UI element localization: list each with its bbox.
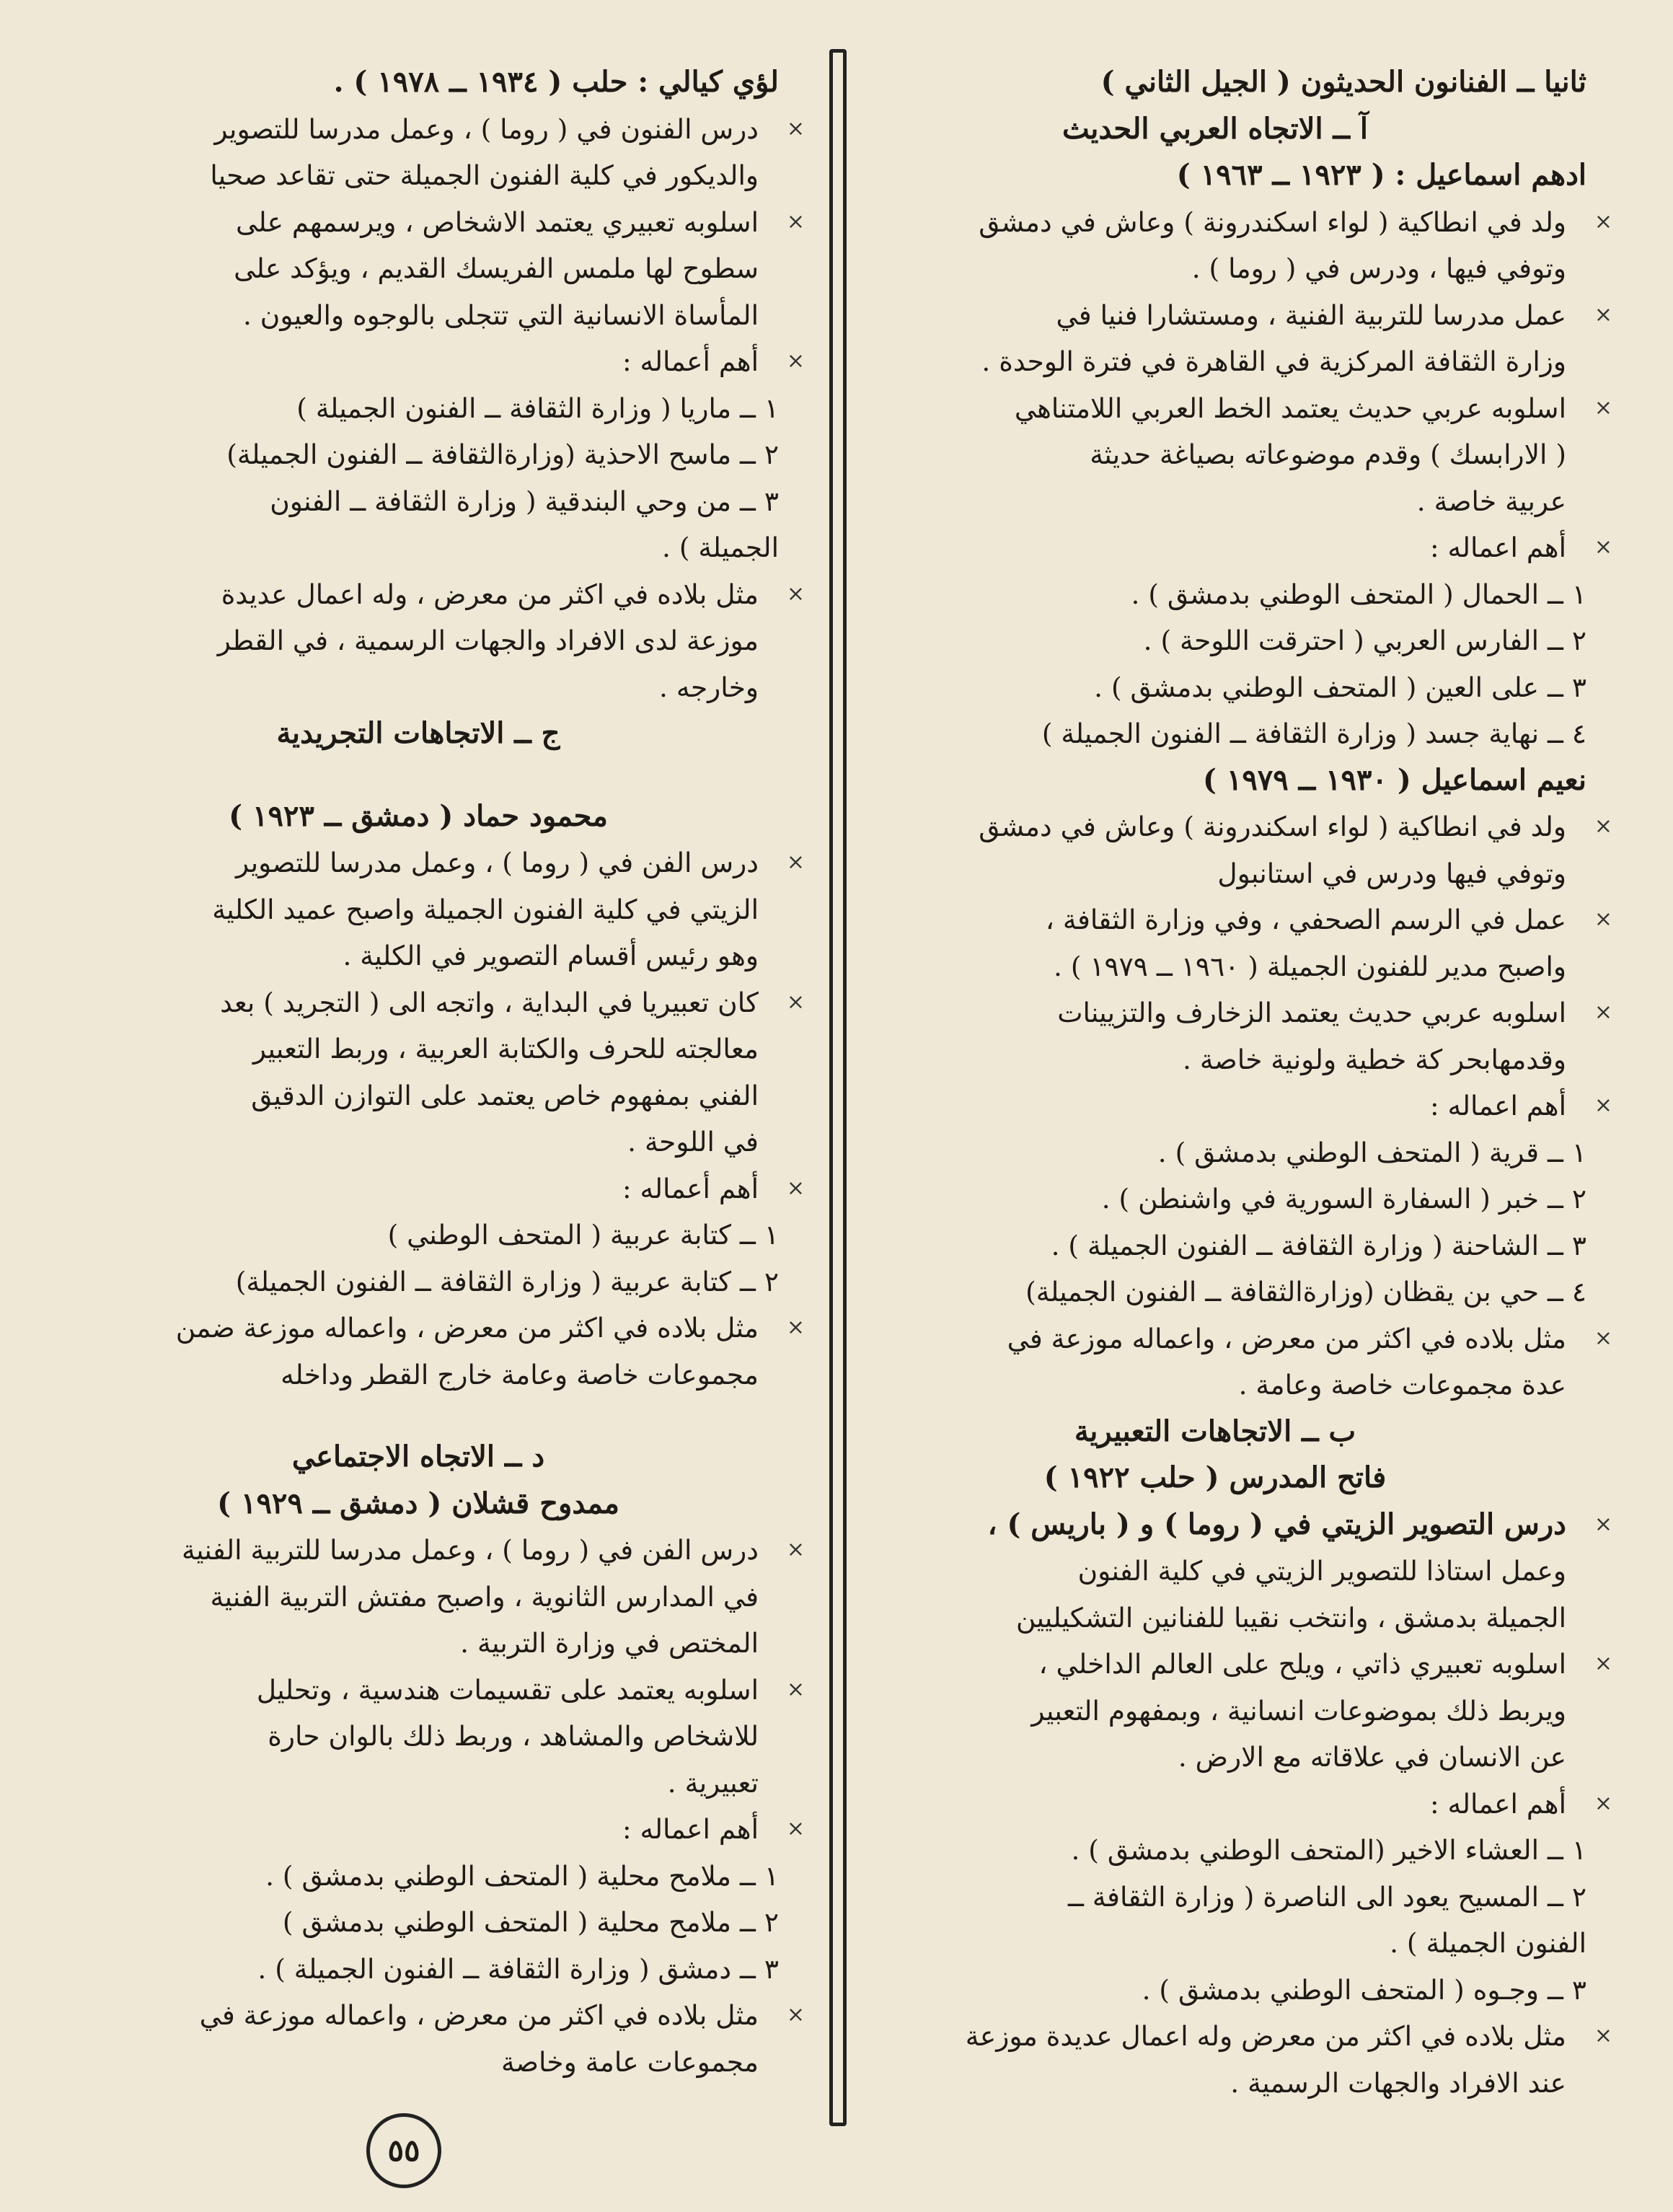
text-line: في المدارس الثانوية ، واصبح مفتش التربية الفنية bbox=[210, 1580, 759, 1613]
bullet-item bbox=[58, 979, 805, 1166]
text-line: مثل بلاده في اكثر من معرض ، واعماله موزعة في bbox=[1007, 1322, 1566, 1354]
works-label: أهم اعماله : bbox=[622, 1813, 759, 1845]
bullet-mark: × bbox=[1594, 1790, 1612, 1816]
bullet-mark: × bbox=[1594, 1511, 1612, 1537]
text-line: مجموعات خاصة وعامة خارج القطر وداخله bbox=[281, 1358, 759, 1391]
text-line: وقدمهابحر كة خطية ولونية خاصة . bbox=[1182, 1043, 1566, 1075]
text-line: تعبيرية . bbox=[667, 1766, 759, 1799]
bullet-item bbox=[58, 840, 805, 979]
artist-heading: لؤي كيالي : حلب ( ١٩٣٤ ــ ١٩٧٨ ) . bbox=[333, 65, 779, 99]
text-line: للاشخاص والمشاهد ، وربط ذلك بالوان حارة bbox=[268, 1720, 759, 1752]
section-title: ثانيا ــ الفنانون الحديثون ( الجيل الثاني ) bbox=[1100, 65, 1586, 99]
text-line: مجموعات عامة وخاصة bbox=[501, 2045, 759, 2078]
spacer bbox=[58, 757, 779, 793]
bullet-item bbox=[58, 1527, 805, 1667]
bullet-item bbox=[844, 803, 1612, 896]
work-item: ١ ــ العشاء الاخير (المتحف الوطني بدمشق ) . bbox=[1071, 1834, 1586, 1866]
text-line: المأساة الانسانية التي تتجلى بالوجوه والعيون . bbox=[242, 299, 759, 331]
work-item: ٣ ــ الشاحنة ( وزارة الثقافة ــ الفنون الجميلة ) . bbox=[1051, 1229, 1586, 1261]
bullet-mark: × bbox=[786, 989, 805, 1015]
bullet-item bbox=[844, 1083, 1612, 1129]
text-line: والديكور في كلية الفنون الجميلة حتى تقاعد صحيا bbox=[210, 159, 759, 191]
work-item: ١ ــ الحمال ( المتحف الوطني بدمشق ) . bbox=[1131, 578, 1586, 610]
text-line: وزارة الثقافة المركزية في القاهرة في فترة الوحدة . bbox=[981, 345, 1566, 377]
text-line: مثل بلاده في اكثر من معرض ، واعماله موزعة ضمن bbox=[175, 1312, 759, 1344]
work-item: ١ ــ ملامح محلية ( المتحف الوطني بدمشق ) . bbox=[265, 1859, 779, 1892]
text-line: ولد في انطاكية ( لواء اسكندرونة ) وعاش في دمشق bbox=[979, 206, 1566, 238]
works-label: أهم أعماله : bbox=[622, 1172, 759, 1204]
text-line: معالجته للحرف والكتابة العربية ، وربط التعبير bbox=[252, 1033, 759, 1065]
text-line: وتوفي فيها ودرس في استانبول bbox=[1217, 857, 1566, 889]
work-item: ٢ ــ ماسح الاحذية (وزارةالثقافة ــ الفنون الجميلة) bbox=[226, 439, 779, 470]
bullet-mark: × bbox=[1594, 907, 1612, 932]
subsection-heading: ج ــ الاتجاهات التجريدية bbox=[276, 716, 560, 750]
bullet-item bbox=[844, 199, 1612, 292]
work-item: ٣ ــ دمشق ( وزارة الثقافة ــ الفنون الجميلة ) . bbox=[257, 1952, 779, 1985]
spacer bbox=[58, 1398, 779, 1434]
text-line: وهو رئيس أقسام التصوير في الكلية . bbox=[343, 940, 759, 971]
text-line: موزعة لدى الافراد والجهات الرسمية ، في القطر bbox=[217, 625, 759, 656]
bullet-mark: × bbox=[1594, 301, 1612, 327]
text-line: مثل بلاده في اكثر من معرض ، وله اعمال عديدة bbox=[221, 578, 759, 610]
work-item: ٢ ــ كتابة عربية ( وزارة الثقافة ــ الفنون الجميلة) bbox=[235, 1265, 779, 1297]
bullet-mark: × bbox=[1594, 534, 1612, 560]
text-line: مثل بلاده في اكثر من معرض وله اعمال عديدة موزعة bbox=[965, 2020, 1566, 2052]
bullet-item bbox=[844, 2013, 1612, 2106]
bullet-mark: × bbox=[1594, 208, 1612, 234]
text-line: وعمل استاذا للتصوير الزيتي في كلية الفنون bbox=[1077, 1555, 1566, 1587]
works-label: أهم اعماله : bbox=[1429, 1787, 1566, 1820]
works-label: أهم اعماله : bbox=[1429, 532, 1566, 563]
bullet-item bbox=[58, 1166, 805, 1212]
works-label: أهم اعماله : bbox=[1429, 1090, 1566, 1122]
text-line: اسلوبه يعتمد على تقسيمات هندسية ، وتحليل bbox=[256, 1673, 759, 1706]
work-item: ٤ ــ حي بن يقظان (وزارةالثقافة ــ الفنون الجميلة) bbox=[1025, 1276, 1586, 1308]
works-label: أهم أعماله : bbox=[622, 345, 759, 377]
subsection-heading: د ــ الاتجاه الاجتماعي bbox=[291, 1440, 545, 1473]
bullet-mark: × bbox=[1594, 2023, 1612, 2048]
bullet-item bbox=[58, 571, 805, 711]
bullet-item bbox=[844, 990, 1612, 1083]
work-item: ١ ــ كتابة عربية ( المتحف الوطني ) bbox=[387, 1219, 779, 1251]
bullet-mark: × bbox=[786, 581, 805, 607]
text-line: ويربط ذلك بموضوعات انسانية ، وبمفهوم التعبير bbox=[1031, 1694, 1566, 1727]
text-line: اسلوبه تعبيري ذاتي ، ويلح على العالم الداخلي ، bbox=[1038, 1648, 1566, 1680]
bullet-mark: × bbox=[1594, 395, 1612, 420]
bullet-item bbox=[58, 338, 805, 385]
text-line: عن الانسان في علاقاته مع الارض . bbox=[1178, 1741, 1566, 1773]
bullet-mark: × bbox=[786, 1676, 805, 1702]
text-line: مثل بلاده في اكثر من معرض ، واعماله موزعة في bbox=[199, 1999, 759, 2031]
artist-heading: ممدوح قشلان ( دمشق ــ ١٩٢٩ ) bbox=[217, 1486, 619, 1520]
work-item: ١ ــ قرية ( المتحف الوطني بدمشق ) . bbox=[1157, 1136, 1586, 1168]
text-line: اسلوبه عربي حديث يعتمد الزخارف والتزيينات bbox=[1057, 997, 1566, 1028]
subsection-heading: آ ــ الاتجاه العربي الحديث bbox=[1062, 111, 1368, 146]
text-line: الزيتي في كلية الفنون الجميلة واصبح عميد الكلية bbox=[212, 893, 759, 925]
bullet-item bbox=[58, 1992, 805, 2085]
work-item: الجميلة ) . bbox=[662, 532, 779, 563]
text-line: ولد في انطاكية ( لواء اسكندرونة ) وعاش في دمشق bbox=[979, 811, 1566, 842]
bullet-item bbox=[58, 1305, 805, 1398]
text-line: اسلوبه تعبيري يعتمد الاشخاص ، ويرسمهم على bbox=[235, 206, 759, 238]
text-line: وتوفي فيها ، ودرس في ( روما ) . bbox=[1191, 252, 1566, 284]
text-line: درس الفن في ( روما ) ، وعمل مدرسا للتصوير bbox=[236, 847, 759, 878]
bullet-mark: × bbox=[1594, 1651, 1612, 1676]
text-line: في اللوحة . bbox=[627, 1126, 759, 1158]
bullet-item bbox=[58, 199, 805, 339]
text-line: الجميلة بدمشق ، وانتخب نقيبا للفنانين التشكيليين bbox=[1016, 1601, 1566, 1634]
bullet-mark: × bbox=[786, 1315, 805, 1340]
bullet-item bbox=[58, 1806, 805, 1853]
text-line: اسلوبه عربي حديث يعتمد الخط العربي اللامتناهي bbox=[1014, 392, 1566, 424]
artist-heading: فاتح المدرس ( حلب ١٩٢٢ ) bbox=[1043, 1460, 1387, 1494]
work-item: ٢ ــ خبر ( السفارة السورية في واشنطن ) . bbox=[1101, 1183, 1586, 1215]
text-line: عمل مدرسا للتربية الفنية ، ومستشارا فنيا في bbox=[1056, 299, 1566, 331]
bullet-mark: × bbox=[1594, 814, 1612, 839]
text-line: واصبح مدير للفنون الجميلة ( ١٩٦٠ ــ ١٩٧٩ ) . bbox=[1053, 950, 1566, 982]
page-number: ٥٥ bbox=[366, 2113, 441, 2188]
artist-heading: نعيم اسماعيل ( ١٩٣٠ ــ ١٩٧٩ ) bbox=[1202, 762, 1586, 797]
text-line: كان تعبيريا في البداية ، واتجه الى ( التجريد ) بعد bbox=[220, 986, 759, 1018]
text-line: وخارجه . bbox=[659, 671, 759, 703]
text-line: عمل في الرسم الصحفي ، وفي وزارة الثقافة ، bbox=[1045, 904, 1566, 935]
text-line: عند الافراد والجهات الرسمية . bbox=[1230, 2066, 1566, 2099]
text-line: المختص في وزارة التربية . bbox=[460, 1627, 759, 1659]
text-line: سطوح لها ملمس الفريسك القديم ، ويؤكد على bbox=[234, 252, 759, 284]
text-line: عدة مجموعات خاصة وعامة . bbox=[1238, 1369, 1566, 1401]
bullet-item bbox=[844, 385, 1612, 525]
bullet-item bbox=[844, 1641, 1612, 1781]
bullet-item bbox=[844, 896, 1612, 990]
right-column bbox=[844, 59, 1612, 2106]
text-line: درس التصوير الزيتي في ( روما ) و ( باريس ) ، bbox=[987, 1507, 1566, 1541]
bullet-mark: × bbox=[786, 348, 805, 374]
bullet-item bbox=[844, 1502, 1612, 1642]
text-line: درس الفنون في ( روما ) ، وعمل مدرسا للتصوير bbox=[214, 113, 759, 145]
work-item: ١ ــ ماريا ( وزارة الثقافة ــ الفنون الجميلة ) bbox=[296, 392, 779, 424]
bullet-mark: × bbox=[786, 115, 805, 141]
bullet-item bbox=[844, 524, 1612, 571]
bullet-mark: × bbox=[1594, 1093, 1612, 1118]
bullet-mark: × bbox=[1594, 1000, 1612, 1025]
text-line: عربية خاصة . bbox=[1416, 485, 1566, 517]
bullet-mark: × bbox=[786, 1175, 805, 1201]
bullet-mark: × bbox=[786, 850, 805, 875]
bullet-mark: × bbox=[786, 2002, 805, 2027]
bullet-mark: × bbox=[786, 1816, 805, 1841]
column-divider bbox=[829, 49, 847, 2126]
bullet-item bbox=[844, 1316, 1612, 1409]
work-item: ٣ ــ وجـوه ( المتحف الوطني بدمشق ) . bbox=[1142, 1973, 1586, 2006]
subsection-heading: ب ــ الاتجاهات التعبيرية bbox=[1074, 1414, 1356, 1448]
text-line: درس الفن في ( روما ) ، وعمل مدرسا للتربية الفنية bbox=[182, 1534, 759, 1566]
work-item: الفنون الجميلة ) . bbox=[1390, 1927, 1586, 1959]
work-item: ٣ ــ من وحي البندقية ( وزارة الثقافة ــ الفنون bbox=[270, 485, 779, 517]
bullet-item bbox=[58, 1667, 805, 1807]
bullet-mark: × bbox=[786, 208, 805, 234]
text-line: ( الارابسك ) وقدم موضوعاته بصياغة حديثة bbox=[1090, 439, 1566, 470]
work-item: ٢ ــ الفارس العربي ( احترقت اللوحة ) . bbox=[1143, 625, 1586, 656]
work-item: ٣ ــ على العين ( المتحف الوطني بدمشق ) . bbox=[1094, 671, 1586, 703]
work-item: ٢ ــ المسيح يعود الى الناصرة ( وزارة الثقافة ــ bbox=[1068, 1880, 1586, 1913]
bullet-item bbox=[844, 292, 1612, 385]
bullet-item bbox=[844, 1781, 1612, 1828]
work-item: ٢ ــ ملامح محلية ( المتحف الوطني بدمشق ) bbox=[282, 1906, 779, 1938]
left-column bbox=[58, 59, 805, 2085]
artist-heading: محمود حماد ( دمشق ــ ١٩٢٣ ) bbox=[229, 798, 608, 833]
bullet-item bbox=[58, 106, 805, 199]
work-item: ٤ ــ نهاية جسد ( وزارة الثقافة ــ الفنون الجميلة ) bbox=[1041, 718, 1586, 749]
bullet-mark: × bbox=[786, 1537, 805, 1562]
bullet-mark: × bbox=[1594, 1325, 1612, 1351]
text-line: الفني بمفهوم خاص يعتمد على التوازن الدقيق bbox=[251, 1079, 759, 1111]
artist-heading: ادهم اسماعيل : ( ١٩٢٣ ــ ١٩٦٣ ) bbox=[1176, 158, 1586, 192]
